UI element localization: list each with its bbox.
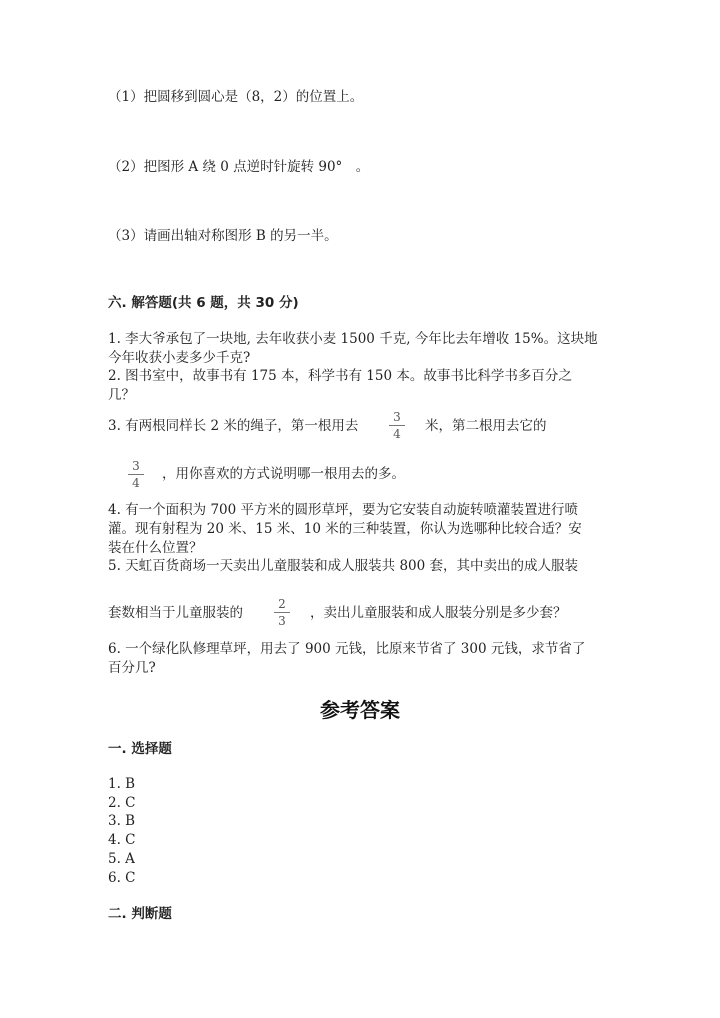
question-6-line-1: 6. 一个绿化队修理草坪，用去了 900 元钱，比原来节省了 300 元钱，求节省了 — [108, 641, 586, 657]
question-5-part-2: ，卖出儿童服装和成人服装分别是多少套？ — [310, 605, 567, 621]
fraction-bar — [128, 474, 144, 475]
answer-item: 3. B — [108, 813, 136, 829]
question-3-fraction-1 — [389, 410, 405, 441]
answer-item: 4. C — [108, 832, 136, 848]
fraction-numerator: 3 — [393, 410, 401, 424]
question-2-line-2: 几？ — [108, 387, 135, 403]
question-6-line-2: 百分几? — [108, 660, 156, 676]
answers-title: 参考答案 — [320, 698, 400, 722]
fraction-numerator: 3 — [132, 459, 140, 473]
question-3-part-1: 3. 有两根同样长 2 米的绳子，第一根用去 — [108, 418, 359, 434]
answers-section-2-heading: 二. 判断题 — [108, 906, 172, 922]
question-5-part-1: 套数相当于儿童服装的 — [108, 605, 243, 621]
answer-item: 5. A — [108, 851, 135, 867]
task-2: （2）把图形 A 绕 0 点逆时针旋转 90° 。 — [108, 159, 370, 175]
answer-item: 6. C — [108, 870, 136, 886]
fraction-numerator: 2 — [278, 597, 286, 611]
fraction-denominator: 4 — [393, 427, 401, 441]
answer-item: 2. C — [108, 795, 136, 811]
question-4-line-1: 4. 有一个面积为 700 平方米的圆形草坪，要为它安装自动旋转喷灌装置进行喷 — [108, 502, 579, 518]
question-4-line-2: 灌。现有射程为 20 米、15 米、10 米的三种装置，你认为选哪种比较合适？安 — [108, 521, 582, 537]
question-1-line-2: 今年收获小麦多少千克? — [108, 350, 251, 366]
section-6-heading: 六. 解答题(共 6 题，共 30 分) — [108, 295, 299, 311]
task-1: （1）把圆移到圆心是（8，2）的位置上。 — [108, 89, 364, 105]
answers-section-1-heading: 一. 选择题 — [108, 741, 172, 757]
question-4-line-3: 装在什么位置？ — [108, 540, 203, 556]
fraction-bar — [389, 425, 405, 426]
question-3-fraction-2 — [128, 459, 144, 490]
answer-item: 1. B — [108, 776, 136, 792]
question-5-fraction — [274, 597, 290, 628]
question-3-part-2: 米，第二根用去它的 — [425, 418, 547, 434]
fraction-denominator: 3 — [278, 614, 286, 628]
question-5-line-1: 5. 天虹百货商场一天卖出儿童服装和成人服装共 800 套，其中卖出的成人服装 — [108, 558, 579, 574]
task-3: （3）请画出轴对称图形 B 的另一半。 — [108, 228, 338, 244]
fraction-denominator: 4 — [132, 476, 140, 490]
question-3-part-3: ，用你喜欢的方式说明哪一根用去的多。 — [162, 466, 405, 482]
question-1-line-1: 1. 李大爷承包了一块地, 去年收获小麦 1500 千克, 今年比去年增收 15%。这块地 — [108, 331, 598, 347]
fraction-bar — [274, 612, 290, 613]
question-2-line-1: 2. 图书室中，故事书有 175 本，科学书有 150 本。故事书比科学书多百分之 — [108, 368, 572, 384]
